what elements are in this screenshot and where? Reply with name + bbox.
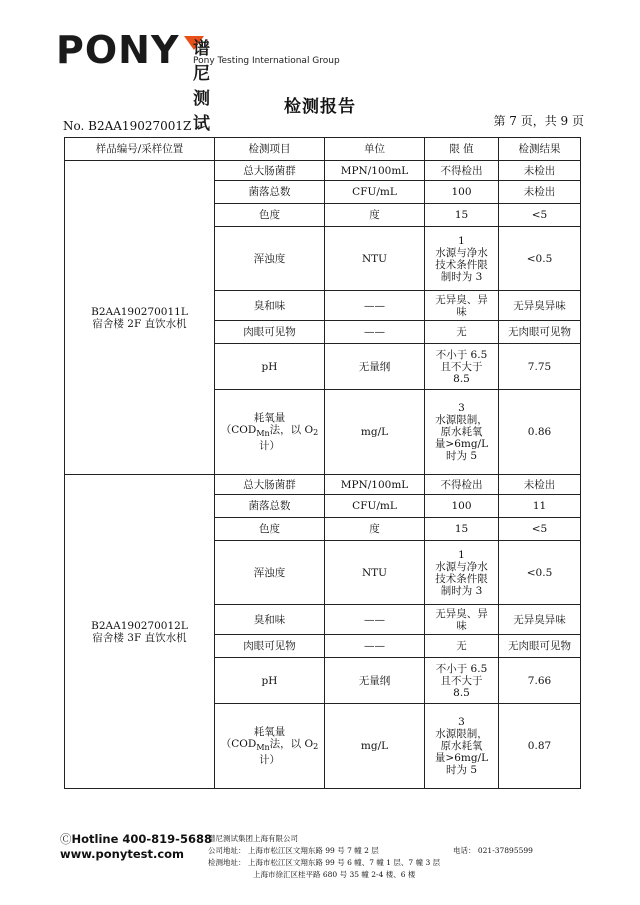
hotline-text: Hotline 400-819-5688 [71, 832, 212, 846]
unit: 无量纲 [325, 344, 425, 390]
sample-cell [65, 475, 215, 789]
limit-line: 100 [451, 186, 472, 198]
limit-value [425, 541, 499, 605]
table-header-row [65, 138, 581, 161]
brand-name-en: Pony Testing International Group [193, 56, 340, 66]
test-result: 无异臭异味 [499, 605, 581, 635]
limit-line: 1 [458, 548, 465, 561]
unit: —— [325, 321, 425, 344]
unit: 度 [325, 204, 425, 227]
limit-value [425, 161, 499, 181]
limit-line: 量>6mg/L [434, 438, 489, 450]
logo-text: PONY [56, 28, 180, 72]
unit: CFU/mL [325, 495, 425, 518]
test-result: <0.5 [499, 227, 581, 291]
limit-line: 水源限制， [435, 414, 488, 426]
footer-company-address: 公司地址： 上海市松江区文翔东路 99 号 7 幢 2 层 [208, 846, 379, 855]
test-result: 无异臭异味 [499, 291, 581, 321]
sample-id: B2AA190270012L [91, 619, 188, 632]
test-result: 无肉眼可见物 [499, 321, 581, 344]
test-item-method: （$COD_{Mn}$法，以 $O_2$ 计） [220, 737, 319, 767]
test-result: 7.66 [499, 658, 581, 704]
limit-line: 原水耗氧 [440, 426, 483, 438]
test-item-name: 耗氧量 [253, 411, 286, 424]
test-item-name: 耗氧量 [253, 725, 286, 738]
test-result: 未检出 [499, 475, 581, 495]
unit: NTU [325, 541, 425, 605]
test-item: pH [215, 658, 325, 704]
footer-company: 谱尼测试集团上海有限公司 [208, 834, 298, 843]
test-item: 浑浊度 [215, 541, 325, 605]
unit: CFU/mL [325, 181, 425, 204]
limit-value [425, 321, 499, 344]
test-item: 总大肠菌群 [215, 475, 325, 495]
limit-line: 无 [456, 640, 467, 652]
limit-value [425, 291, 499, 321]
limit-value [425, 495, 499, 518]
limit-value [425, 518, 499, 541]
test-result: 未检出 [499, 161, 581, 181]
test-item: 浑浊度 [215, 227, 325, 291]
limit-value [425, 605, 499, 635]
test-item [215, 704, 325, 789]
limit-line: 技术条件限 [435, 258, 488, 271]
limit-line: 制时为 3 [440, 270, 483, 283]
test-item: 臭和味 [215, 291, 325, 321]
limit-line: 原水耗氧 [440, 740, 483, 752]
unit: mg/L [325, 704, 425, 789]
unit: 度 [325, 518, 425, 541]
limit-value [425, 635, 499, 658]
unit: —— [325, 635, 425, 658]
table-body [65, 161, 581, 789]
test-item [215, 390, 325, 475]
limit-line: 时为 5 [445, 764, 478, 776]
footer-telephone: 电话： 021-37895599 [453, 846, 533, 855]
test-result: 11 [499, 495, 581, 518]
limit-line: 100 [451, 500, 472, 512]
limit-line: 制时为 3 [440, 584, 483, 597]
test-item: 菌落总数 [215, 181, 325, 204]
unit: 无量纲 [325, 658, 425, 704]
footer-lab-address-2: 上海市徐汇区桂平路 680 号 35 幢 2-4 楼、6 楼 [253, 870, 416, 879]
unit: —— [325, 605, 425, 635]
test-item: 肉眼可见物 [215, 321, 325, 344]
limit-line: 水源与净水 [435, 246, 488, 259]
limit-value [425, 204, 499, 227]
limit-line: 3 [458, 402, 465, 414]
header-unit: 单位 [325, 138, 425, 161]
limit-line: 且不大于 [440, 360, 483, 373]
unit: NTU [325, 227, 425, 291]
test-result: 无肉眼可见物 [499, 635, 581, 658]
header-limit: 限 值 [425, 138, 499, 161]
test-result: 7.75 [499, 344, 581, 390]
sample-location: 宿舍楼 3F 直饮水机 [92, 631, 187, 644]
page-footer [60, 831, 600, 891]
limit-value [425, 658, 499, 704]
page-indicator: 第 7 页，共 9 页 [493, 114, 584, 128]
header-result: 检测结果 [499, 138, 581, 161]
limit-line: 无异臭、异 [435, 607, 488, 620]
limit-line: 无 [456, 326, 467, 338]
test-item: 肉眼可见物 [215, 635, 325, 658]
test-result: 未检出 [499, 181, 581, 204]
test-item: 菌落总数 [215, 495, 325, 518]
limit-line: 时为 5 [445, 450, 478, 462]
table-row [65, 475, 581, 495]
limit-line: 8.5 [453, 686, 470, 699]
brand-name-cn: 谱尼测试 [193, 39, 213, 134]
limit-line: 无异臭、异 [435, 293, 488, 306]
results-table [64, 137, 581, 789]
limit-value [425, 390, 499, 475]
limit-line: 1 [458, 234, 465, 247]
limit-line: 15 [454, 523, 469, 535]
test-item: 臭和味 [215, 605, 325, 635]
sample-cell [65, 161, 215, 475]
limit-value [425, 344, 499, 390]
limit-line: 不小于 6.5 [435, 348, 488, 361]
unit: MPN/100mL [325, 161, 425, 181]
limit-line: 技术条件限 [435, 572, 488, 585]
hotline [60, 831, 212, 847]
sample-id: B2AA190270011L [91, 305, 188, 318]
header-sample: 样品编号/采样位置 [65, 138, 215, 161]
unit: MPN/100mL [325, 475, 425, 495]
report-number: No. B2AA19027001Z [63, 119, 192, 133]
unit: —— [325, 291, 425, 321]
limit-line: 量>6mg/L [434, 752, 489, 764]
website: www.ponytest.com [60, 847, 185, 861]
test-result: 0.86 [499, 390, 581, 475]
limit-line: 不得检出 [440, 478, 483, 491]
test-result: 0.87 [499, 704, 581, 789]
test-item: 色度 [215, 204, 325, 227]
test-item: 总大肠菌群 [215, 161, 325, 181]
limit-line: 味 [456, 619, 467, 632]
limit-line: 15 [454, 209, 469, 221]
limit-line: 且不大于 [440, 674, 483, 687]
test-result: <5 [499, 204, 581, 227]
test-result: <0.5 [499, 541, 581, 605]
unit: mg/L [325, 390, 425, 475]
limit-line: 不得检出 [440, 164, 483, 177]
limit-line: 3 [458, 716, 465, 728]
limit-value [425, 704, 499, 789]
limit-value [425, 475, 499, 495]
report-title: 检测报告 [284, 97, 356, 117]
sample-location: 宿舍楼 2F 直饮水机 [92, 317, 187, 330]
footer-lab-address-1: 检测地址： 上海市松江区文翔东路 99 号 6 幢、7 幢 1 层、7 幢 3 层 [208, 858, 441, 867]
phone-c-icon: Ⓒ [60, 832, 72, 846]
limit-line: 不小于 6.5 [435, 662, 488, 675]
limit-line: 味 [456, 305, 467, 318]
limit-value [425, 227, 499, 291]
limit-value [425, 181, 499, 204]
test-item: 色度 [215, 518, 325, 541]
header-item: 检测项目 [215, 138, 325, 161]
limit-line: 8.5 [453, 372, 470, 385]
test-item-method: （$COD_{Mn}$法，以 $O_2$ 计） [220, 423, 319, 453]
limit-line: 水源限制， [435, 728, 488, 740]
test-result: <5 [499, 518, 581, 541]
limit-line: 水源与净水 [435, 560, 488, 573]
test-item: pH [215, 344, 325, 390]
table-row [65, 161, 581, 181]
